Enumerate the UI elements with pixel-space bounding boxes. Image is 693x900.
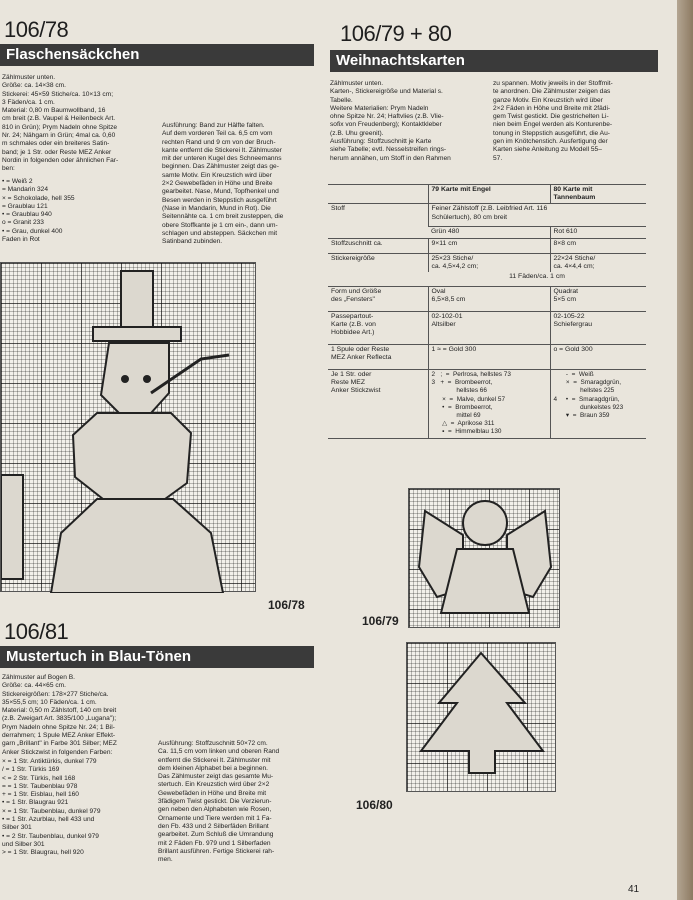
chart-label-106-79: 106/79 (362, 614, 399, 628)
row-label-spule: 1 Spule oder Reste MEZ Anker Reflecta (328, 345, 428, 370)
section-title-bar: Flaschensäckchen (0, 44, 314, 66)
tree-motif (407, 643, 557, 793)
color-key: • = Weiß 2 = Mandarin 324 × = Schokolade, hell 355 = Graublau 121 • = Graublau 940 o = Granit 233 • = Grau, dunkel 400 Faden in Rot (2, 178, 75, 244)
section-number-106-81: 106/81 (4, 619, 69, 644)
stoff-common: Feiner Zählstoff (z.B. Leibfried Art. 116 Schülertuch), 80 cm breit (428, 204, 646, 227)
stoff-c1: Grün 480 (428, 227, 550, 238)
instructions-text-2: Ausführung: Stoffzuschnitt 50×72 cm. Ca. 11,5 cm vom linken und oberen Rand entfernt die Stickerei lt. Zählmuster mit dem kleinen Alphabet bei a beginnen. Das Zählmuster zeigt das gesamte Mu- stertuch. Ein Kreuzstich wird über 2×2 Gewebefäden in Höhe und Breite mit 3fädigem Twist gestickt. Die Verzierun- gen neben den Alphabeten wie Rosen, Ornamente und Tiere werden mit 1 Fa- den Fb. 433 und 2 Silberfäden Brillant gearbeitet. Zum Schluß die Umrandung mit 2 Fäden Fb. 979 und 1 Silberfaden Brillant ausführen. Fertige Stickerei rah- men. (158, 740, 280, 864)
stickerei-c2: 22×24 Stiche/ ca. 4×4,4 cm; (550, 253, 646, 272)
color-key-2: × = 1 Str. Antiktürkis, dunkel 779 / = 1 Str. Türkis 169 < = 2 Str. Türkis, hell 168 = = 1 Str. Taubenblau 978 + = 1 Str. Eisblau, hell 160 • = 1 Str. Blaugrau 921 × = 1 Str. Taubenblau, dunkel 979 • = 1 Str. Azurblau, hell 433 und Silber 301 • = 2 Str. Taubenblau, dunkel 979 und Silber 301 > = 1 Str. Blaugrau, hell 920 (2, 758, 101, 857)
table-row (328, 312, 646, 345)
form-c2: Quadrat 5×5 cm (550, 287, 646, 312)
spule-c1: 1 ≈ = Gold 300 (428, 345, 550, 370)
intro-text-left: Zählmuster unten. Karten-, Stickereigröße und Material s. Tabelle. Weitere Materialien: Prym Nadeln ohne Spitze Nr. 24; Haftvlies (z.B. Vlie- sofix von Freudenberg); Kontaktkleber (z.B. Uhu greenit). Ausführung: Stoffzuschnitt je Karte siehe Tabelle; evtl. Nesselstreifen rings- herum annähen, um Stoff in den Rahmen (330, 80, 451, 162)
passe-c1: 02-102-01 Altsilber (428, 312, 550, 345)
section-number-106-78: 106/78 (4, 17, 69, 42)
table-row (328, 238, 646, 253)
angel-chart-grid (408, 488, 560, 628)
section-title-bar-2: Mustertuch in Blau-Tönen (0, 646, 314, 668)
tree-chart-grid (406, 642, 556, 792)
table-row (328, 287, 646, 312)
passe-c2: 02-105-22 Schiefergrau (550, 312, 646, 345)
row-label-zuschnitt: Stoffzuschnitt ca. (328, 238, 428, 253)
angel-motif (409, 489, 561, 629)
table-row (328, 370, 646, 439)
row-label-stoff: Stoff (328, 204, 428, 238)
stickerei-common: 11 Fäden/ca. 1 cm (509, 273, 565, 281)
chart-label-106-78: 106/78 (268, 598, 305, 612)
table-row (328, 204, 646, 227)
page-spine (677, 0, 693, 900)
table-row (328, 253, 646, 272)
twist-c1: 2 ; = Perlrosa, hellstes 73 3 + = Brombeerrot, hellstes 66 × = Malve, dunkel 57 • = Brombeerrot, mittel 69 △ = Aprikose 311 ▪ = Himmelblau 130 (428, 370, 550, 439)
materials-table (328, 184, 646, 439)
materials-text: Zählmuster unten. Größe: ca. 14×38 cm. Stickerei: 45×59 Stiche/ca. 10×13 cm; 3 Fäden/ca. 1 cm. Material: 0,80 m Baumwollband, 16 cm breit (z.B. Vaupel & Heilenbeck Art. 810 in Grün); Prym Nadeln ohne Spitze Nr. 24; Nähgarn in Grün; 4mal ca. 0,60 m schmales oder ein breiteres Satin- band; je 1 Str. oder Reste MEZ Anker Nordin in folgenden oder ähnlichen Far- ben: (2, 74, 119, 173)
zuschnitt-c2: 8×8 cm (550, 238, 646, 253)
snowman-motif (1, 263, 257, 593)
stoff-c2: Rot 610 (550, 227, 646, 238)
row-label-form: Form und Größe des „Fensters" (328, 287, 428, 312)
snowman-chart-grid (0, 262, 256, 592)
row-label-stickerei: Stickereigröße (328, 253, 428, 286)
intro-text-right: zu spannen. Motiv jeweils in der Stoffmit- te anordnen. Die Zählmuster zeigen das ganze Motiv. Ein Kreuzstich wird über 2×2 Fäden in Höhe und Breite mit 2fädi- gem Twist gestickt. Die gestrichelten Li- nien beim Engel werden als Konturenbe- tonung in Steppstich ausgeführt, die Au- gen im Knötchenstich. Ausfertigung der Karten siehe Anleitung zu Modell 55– 57. (493, 80, 613, 162)
col-header-80: 80 Karte mit Tannenbaum (550, 185, 646, 204)
col-header-79: 79 Karte mit Engel (428, 185, 550, 204)
table-header-row (328, 185, 646, 204)
instructions-text: Ausführung: Band zur Hälfte falten. Auf dem vorderen Teil ca. 6,5 cm vom rechten Rand und 9 cm von der Bruch- kante entfernt die Stickerei lt. Zählmuster mit der unteren Kugel des Schneemanns beginnen. Das Zählmuster zeigt das ge- samte Motiv. Ein Kreuzstich wird über 2×2 Gewebefäden in Höhe und Breite gearbeitet. Nase, Mund, Topfhenkel und Besen werden in Steppstich ausgeführt (Nase in Mandarin, Mund in Rot). Die Seitennähte ca. 1 cm breit zusteppen, die obere Stoffkante je 1 cm ein-, dann um- schlagen und absteppen. Säckchen mit Satinband zubinden. (162, 122, 284, 246)
form-c1: Oval 6,5×8,5 cm (428, 287, 550, 312)
spule-c2: o = Gold 300 (550, 345, 646, 370)
page-number: 41 (628, 884, 640, 895)
section-number-106-79-80: 106/79 + 80 (340, 21, 452, 46)
materials-text-2: Zählmuster auf Bogen B. Größe: ca. 44×65 cm. Stickereigrößen: 178×277 Stiche/ca. 35×55,5 cm; 10 Fäden/ca. 1 cm. Material: 0,50 m Zählstoff, 140 cm breit (z.B. Zweigart Art. 3835/100 „Lugana"); Prym Nadeln ohne Spitze Nr. 24; 1 Bil- derrahmen; 1 Spule MEZ Anker Effekt- garn „Brillant" in Farbe 301 Silber; MEZ Anker Stickzwist in folgenden Farben: (2, 674, 117, 756)
zuschnitt-c1: 9×11 cm (428, 238, 550, 253)
stickerei-c1: 25×23 Stiche/ ca. 4,5×4,2 cm; (428, 253, 550, 272)
table-row (328, 345, 646, 370)
chart-label-106-80: 106/80 (356, 798, 393, 812)
twist-c2: - = Weiß × = Smaragdgrün, hellstes 225 4 • = Smaragdgrün, dunkelstes 923 ▾ = Braun 359 (550, 370, 646, 439)
row-label-twist: Je 1 Str. oder Reste MEZ Anker Stickzwist (328, 370, 428, 439)
row-label-passepartout: Passepartout- Karte (z.B. von Hobbidee Art.) (328, 312, 428, 345)
section-title-bar-3: Weihnachtskarten (330, 50, 658, 72)
